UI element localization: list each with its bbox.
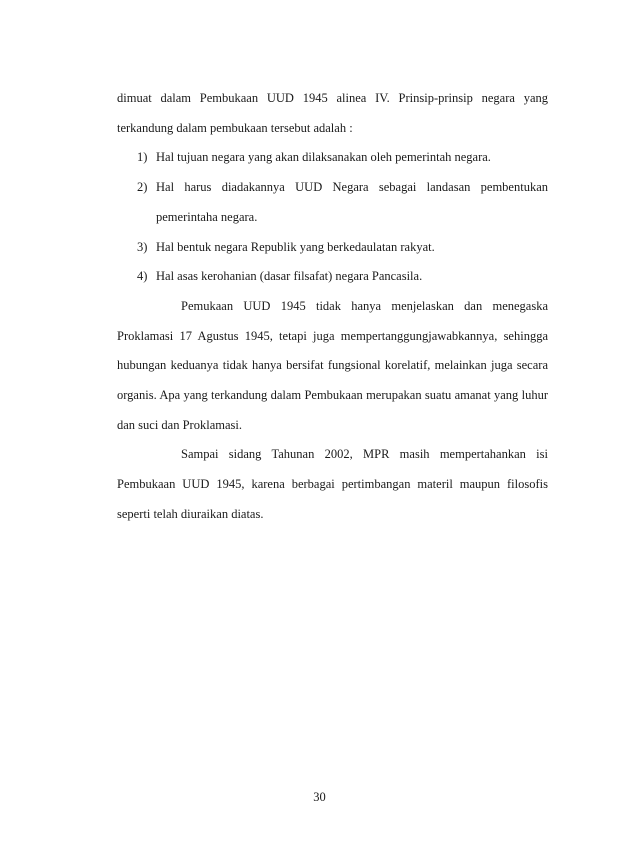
intro-paragraph: dimuat dalam Pembukaan UUD 1945 alinea IV. Prinsip-prinsip negara yang terkandung dalam pembukaan tersebut adalah :: [117, 91, 548, 135]
list-item-number: 4): [137, 269, 148, 284]
list-item: [137, 143, 548, 173]
list-item: [137, 233, 548, 263]
page-number: 30: [313, 790, 326, 804]
list-item: [137, 173, 548, 232]
list-item-text: Hal bentuk negara Republik yang berkedaulatan rakyat.: [156, 239, 435, 254]
list-item-number: 3): [137, 239, 148, 254]
list-item: [137, 262, 548, 292]
list-item-text: Hal harus diadakannya UUD Negara sebagai landasan pembentukan pemerintaha negara.: [156, 180, 548, 224]
list-item-number: 1): [137, 150, 148, 165]
body-paragraph-mpr: Sampai sidang Tahunan 2002, MPR masih mempertahankan isi Pembukaan UUD 1945, karena berbagai pertimbangan materil maupun filosofis seperti telah diuraikan diatas.: [117, 447, 548, 521]
list-item-text: Hal tujuan negara yang akan dilaksanakan oleh pemerintah negara.: [156, 150, 491, 165]
page-body: [117, 84, 548, 530]
body-paragraph-proklamasi: Pemukaan UUD 1945 tidak hanya menjelaskan dan menegaska Proklamasi 17 Agustus 1945, tetapi juga mempertanggungjawabkannya, sehingga hubungan keduanya tidak hanya bersifat fungsional korelatif, melainkan juga secara organis. Apa yang terkandung dalam Pembukaan merupakan suatu amanat yang luhur dan suci dan Proklamasi.: [117, 298, 548, 432]
list-item-text: Hal asas kerohanian (dasar filsafat) negara Pancasila.: [156, 269, 423, 284]
principles-list: [117, 143, 548, 292]
list-item-number: 2): [137, 180, 148, 195]
